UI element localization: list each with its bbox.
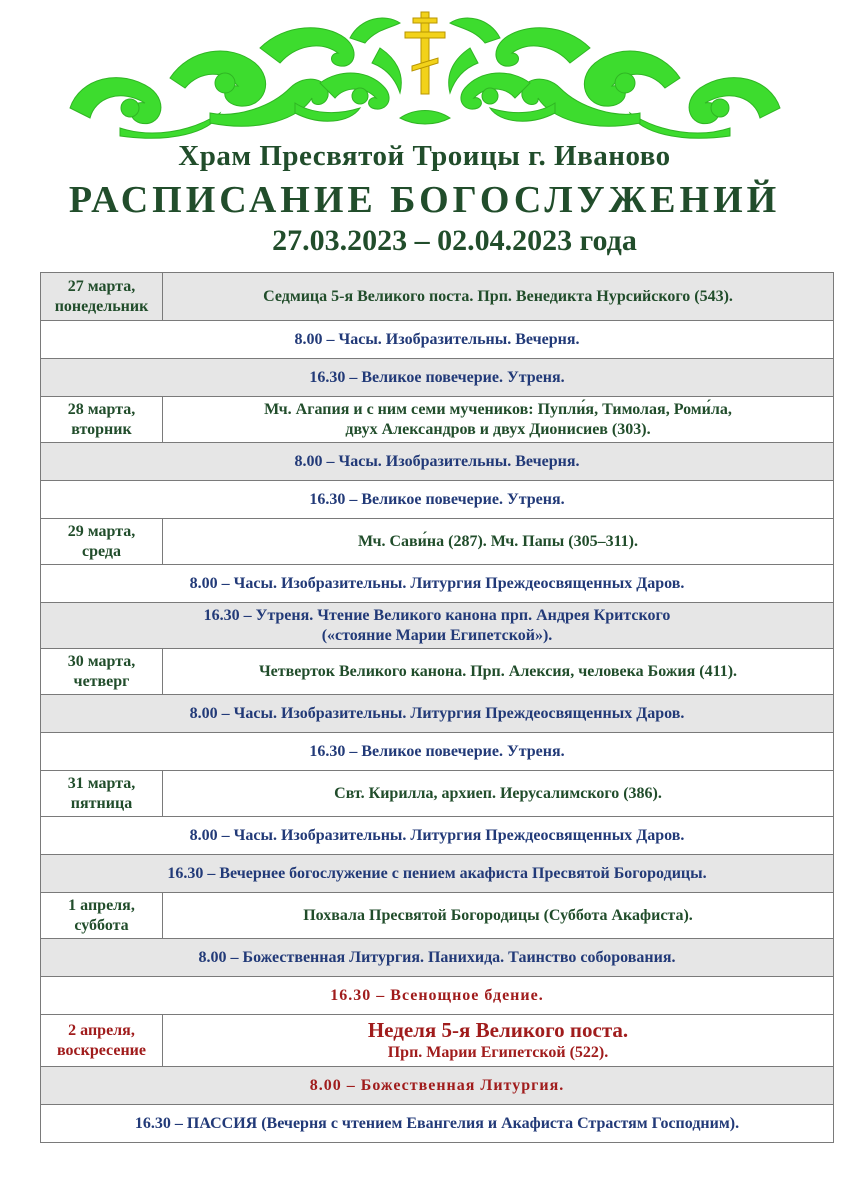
date-cell: 29 марта, среда [41,519,163,565]
service-cell: 16.30 – Всенощное бдение. [41,977,834,1015]
table-row [41,443,834,481]
table-row [41,359,834,397]
table-row [41,977,834,1015]
feast-cell: Седмица 5-я Великого поста. Прп. Венедикта Нурсийского (543). [163,273,834,321]
table-row [41,273,834,321]
feast-cell: Неделя 5-я Великого поста. Прп. Марии Египетской (522). [163,1015,834,1067]
table-row [41,321,834,359]
schedule-table [40,272,834,1143]
table-row [41,855,834,893]
service-cell: 16.30 – Великое повечерие. Утреня. [41,359,834,397]
service-cell: 16.30 – ПАССИЯ (Вечерня с чтением Евангелия и Акафиста Страстям Господним). [41,1105,834,1143]
date-cell: 27 марта, понедельник [41,273,163,321]
table-row [41,1067,834,1105]
date-range: 27.03.2023 – 02.04.2023 года [272,224,637,257]
table-row [41,893,834,939]
service-cell: 8.00 – Часы. Изобразительны. Вечерня. [41,443,834,481]
service-cell: 16.30 – Великое повечерие. Утреня. [41,481,834,519]
table-row [41,481,834,519]
header-ornament [60,8,790,143]
cross-icon [405,12,445,94]
table-row [41,649,834,695]
table-row [41,771,834,817]
table-row [41,695,834,733]
date-cell: 2 апреля, воскресение [41,1015,163,1067]
service-cell: 8.00 – Часы. Изобразительны. Вечерня. [41,321,834,359]
table-row [41,1015,834,1067]
table-row [41,733,834,771]
feast-cell: Свт. Кирилла, архиеп. Иерусалимского (386). [163,771,834,817]
table-row [41,1105,834,1143]
date-cell: 28 марта, вторник [41,397,163,443]
date-cell: 30 марта, четверг [41,649,163,695]
feast-cell: Мч. Сави́на (287). Мч. Папы (305–311). [163,519,834,565]
table-row [41,603,834,649]
feast-cell: Мч. Агапия и с ним семи мучеников: Пупли́я, Тимолая, Роми́ла, двух Александров и двух Дионисиев (303). [163,397,834,443]
date-cell: 1 апреля, суббота [41,893,163,939]
page-title: РАСПИСАНИЕ БОГОСЛУЖЕНИЙ [68,179,781,221]
service-cell: 16.30 – Великое повечерие. Утреня. [41,733,834,771]
service-cell: 16.30 – Утреня. Чтение Великого канона прп. Андрея Критского («стояние Марии Египетской»). [41,603,834,649]
church-name: Храм Пресвятой Троицы г. Иваново [178,140,671,172]
table-row [41,397,834,443]
service-cell: 8.00 – Божественная Литургия. [41,1067,834,1105]
service-cell: 8.00 – Божественная Литургия. Панихида. Таинство соборования. [41,939,834,977]
table-row [41,939,834,977]
table-row [41,817,834,855]
table-row [41,565,834,603]
feast-cell: Четверток Великого канона. Прп. Алексия, человека Божия (411). [163,649,834,695]
table-row [41,519,834,565]
date-cell: 31 марта, пятница [41,771,163,817]
service-cell: 16.30 – Вечернее богослужение с пением акафиста Пресвятой Богородицы. [41,855,834,893]
service-cell: 8.00 – Часы. Изобразительны. Литургия Преждеосвященных Даров. [41,695,834,733]
feast-cell: Похвала Пресвятой Богородицы (Суббота Акафиста). [163,893,834,939]
service-cell: 8.00 – Часы. Изобразительны. Литургия Преждеосвященных Даров. [41,565,834,603]
service-cell: 8.00 – Часы. Изобразительны. Литургия Преждеосвященных Даров. [41,817,834,855]
